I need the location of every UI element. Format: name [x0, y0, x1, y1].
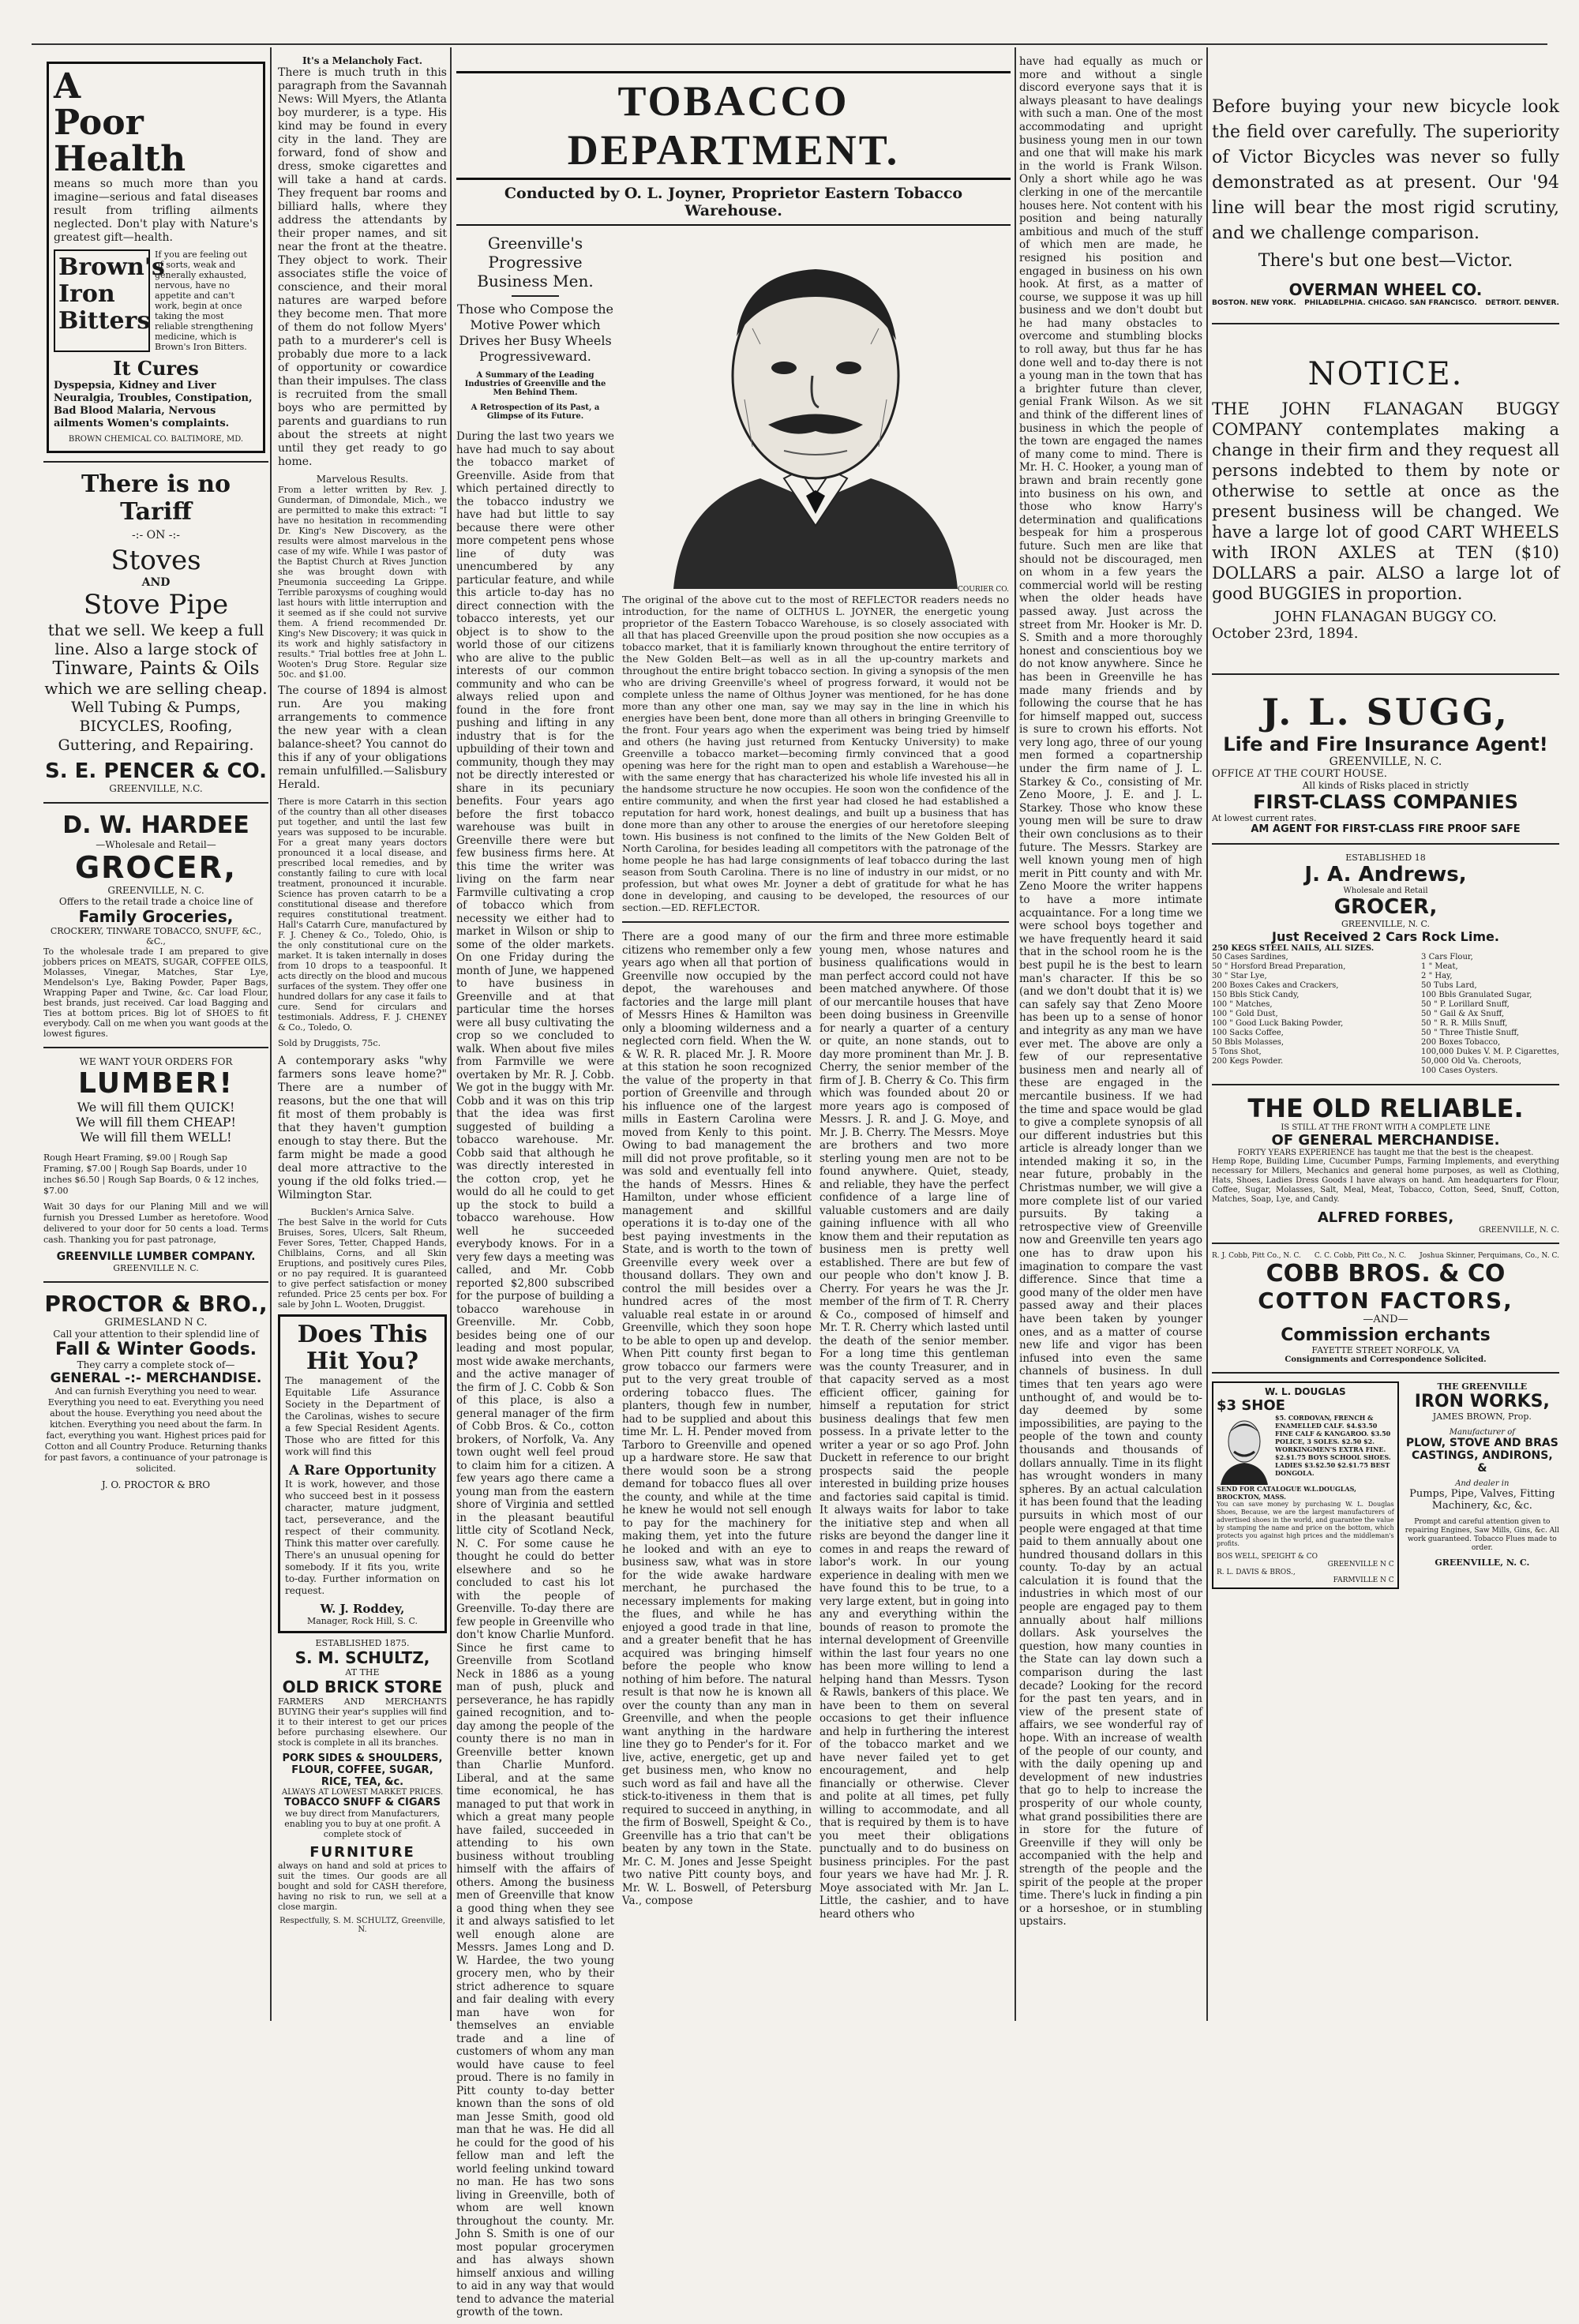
stock-item: 100 " Matches,: [1212, 1000, 1273, 1009]
ironworks-mach: Machinery, &c, &c.: [1431, 1500, 1532, 1512]
hit-headline: Does This: [297, 1321, 428, 1348]
ironworks-pumps: Pumps, Pipe, Valves, Fitting: [1409, 1488, 1555, 1500]
tariff-body: which we are selling cheap.: [44, 679, 268, 698]
stock-item: 100 Sacks Coffee,: [1212, 1029, 1284, 1037]
divider: [1212, 1372, 1559, 1374]
article-subhead: Those who Compose the Motive Power which Drives her Busy Wheels Progressiveward.: [457, 302, 613, 364]
stock-item: 50 " Horsford Bread Preparation,: [1212, 962, 1346, 971]
ironworks-deal: And dealer in: [1455, 1479, 1510, 1488]
lumber-ad: [43, 1056, 268, 1273]
proctor-call: Call your attention to their splendid line of: [53, 1329, 259, 1340]
andrews-place: GREENVILLE, N. C.: [1341, 919, 1431, 929]
hardee-line: CROCKERY, TINWARE TOBACCO, SNUFF, &C., &C.,: [50, 926, 262, 946]
victor-body: Before buying your new bicycle look the field over carefully. The superiority of Victor Bicycles was never so fully demonstrated as at present. Our '94 line will bear the most rigid scrutiny, and we challenge comparison.: [1212, 97, 1559, 243]
column-rule: [1015, 47, 1016, 2021]
sugg-place: GREENVILLE, N. C.: [1329, 755, 1442, 768]
cobb-street: FAYETTE STREET NORFOLK, VA: [1311, 1345, 1460, 1355]
stock-item: 50 " P. Lorillard Snuff,: [1421, 1000, 1510, 1009]
douglas-dealer: GREENVILLE N C: [1327, 1561, 1394, 1569]
stock-item: 200 Boxes Cakes and Crackers,: [1212, 981, 1339, 990]
brand-name: Iron: [58, 280, 115, 308]
proctor-general: GENERAL -:- MERCHANDISE.: [50, 1370, 262, 1386]
divider: [43, 461, 268, 463]
stock-item: 50 Cases Sardines,: [1212, 953, 1288, 961]
tobacco-center: [622, 234, 1009, 2324]
article-body: The best Salve in the world for Cuts Bruises, Sores, Ulcers, Salt Rheum, Fever Sores, Tetter, Chapped Hands, Chilblains, Corns, and all Skin Eruptions, and positively cures Piles, or no pay required. It is guaranteed to give perfect satisfaction or money refunded. Price 25 cents per box. For sale by John L. Wooten, Druggist.: [278, 1217, 447, 1310]
bottom-ads: [1212, 1381, 1559, 1589]
engraver-signature: COURIER CO.: [958, 586, 1009, 594]
hardee-place: GREENVILLE, N. C.: [107, 885, 204, 896]
stock-item: 100 " Gold Dust,: [1212, 1010, 1278, 1018]
schultz-pork: PORK SIDES & SHOULDERS, FLOUR, COFFEE, SUGAR, RICE, TEA, &c.: [282, 1752, 443, 1788]
stock-item: 50 " Gail & Ax Snuff,: [1421, 1010, 1505, 1018]
schultz-ad: [278, 1638, 447, 1934]
ad-body: means so much more than you imagine—serious and fatal diseases result from trifling ailments neglected. Don't play with Nature's greatest gift—health.: [54, 178, 258, 244]
lumber-body: Wait 30 days for our Planing Mill and we will furnish you Dressed Lumber as heretofore. Wood delivered to your door for 50 cents a load. Terms cash. Thanking you for past patronage,: [43, 1201, 268, 1245]
andrews-stock-list: [1212, 953, 1559, 1076]
stock-item: 50 " R. R. Mills Snuff,: [1421, 1019, 1508, 1028]
stock-item: 1 " Meat,: [1421, 962, 1458, 971]
tariff-pipe: Stove Pipe: [83, 589, 229, 620]
lumber-firm: GREENVILLE LUMBER COMPANY.: [56, 1250, 256, 1263]
proctor-sig: J. O. PROCTOR & BRO: [101, 1479, 211, 1490]
ironworks-place: GREENVILLE, N. C.: [1435, 1557, 1530, 1568]
joyner-portrait: [626, 242, 1005, 589]
cobb-name: COBB BROS. & CO: [1266, 1260, 1506, 1288]
notice-sig: JOHN FLANAGAN BUGGY CO.: [1274, 609, 1497, 625]
victor-company: OVERMAN WHEEL CO.: [1288, 280, 1483, 299]
hit-sig: W. J. Roddey,: [320, 1602, 405, 1616]
ironworks-cast: CASTINGS, ANDIRONS, &: [1412, 1449, 1553, 1475]
andrews-wh: Wholesale and Retail: [1343, 886, 1428, 895]
divider: [1212, 1243, 1559, 1244]
tariff-body: Tinware, Paints & Oils: [52, 658, 260, 679]
ironworks-plow: PLOW, STOVE AND BRAS: [1405, 1437, 1558, 1449]
sugg-rates: At lowest current rates.: [1212, 813, 1317, 823]
ironworks-mfr: Manufacturer of: [1449, 1428, 1515, 1437]
andrews-ad: [1212, 853, 1559, 1076]
old-reliable-ad: [1212, 1093, 1559, 1235]
douglas-head: W. L. DOUGLAS: [1264, 1386, 1346, 1397]
douglas-price: $3 SHOE: [1217, 1397, 1285, 1414]
douglas-ad: [1212, 1381, 1399, 1589]
ironworks-the: THE GREENVILLE: [1437, 1381, 1528, 1392]
article-body: Sold by Druggists, 75c.: [278, 1038, 381, 1048]
ironworks-prop: JAMES BROWN, Prop.: [1432, 1411, 1532, 1422]
cobb-comm: Commission erchants: [1281, 1325, 1491, 1345]
cures-title: It Cures: [113, 357, 199, 380]
stock-item: 200 Kegs Powder.: [1212, 1057, 1284, 1066]
divider: [1212, 673, 1559, 675]
tariff-ad: [43, 470, 268, 794]
victor-tag: There's but one best—Victor.: [1258, 251, 1513, 271]
stock-item: 50 " Three Thistle Snuff,: [1421, 1029, 1520, 1037]
ironworks-name: IRON WORKS,: [1414, 1392, 1550, 1411]
cobb-partner: Joshua Skinner, Perquimans, Co., N. C.: [1420, 1252, 1559, 1260]
sugg-line: Life and Fire Insurance Agent!: [1223, 733, 1548, 755]
divider: [1212, 323, 1559, 324]
article-headline: Greenville's Progressive Business Men.: [477, 234, 594, 290]
schultz-name: S. M. SCHULTZ,: [294, 1648, 430, 1667]
hardee-name: D. W. HARDEE: [62, 812, 249, 839]
stock-item: 5 Tons Shot,: [1212, 1048, 1262, 1056]
article-body: There is more Catarrh in this section of the country than all other diseases put together, and until the last few years was supposed to be incurable. For a great many years doctors pronounced it a local disease, and prescribed local remedies, and by constantly failing to cure with local treatment, pronounced it incurable. Science has proven catarrh to be a constitutional disease and therefore requires constitutional treatment. Hall's Catarrh Cure, manufactured by F. J. Cheney & Co., Toledo, Ohio, is the only constitutional cure on the market. It is taken internally in doses from 10 drops to a teaspoonful. It acts directly on the blood and mucous surfaces of the system. They offer one hundred dollars for any case it fails to cure. Send for circulars and testimonials. Address, F. J. CHENEY & Co., Toledo, O.: [278, 797, 447, 1033]
article-subhead: A Retrospection of its Past, a Glimpse of its Future.: [471, 403, 600, 421]
hardee-family: Family Groceries,: [78, 907, 234, 926]
ad-footer: BROWN CHEMICAL CO. BALTIMORE, MD.: [68, 435, 244, 444]
victor-cities: BOSTON. NEW YORK.: [1212, 299, 1296, 307]
proctor-goods: Fall & Winter Goods.: [54, 1340, 257, 1359]
hardee-ad: [43, 812, 268, 1039]
cobb-cons: Consignments and Correspondence Solicited.: [1285, 1355, 1487, 1364]
brand-name: Bitters: [58, 307, 151, 335]
schultz-body: FARMERS AND MERCHANTS BUYING their year's supplies will find it to their interest to get our prices before purchasing elsewhere. Our stock is complete in all its branches.: [278, 1696, 447, 1748]
article-title: It's a Melancholy Fact.: [302, 55, 423, 66]
stock-item: 50 Tubs Lard,: [1421, 981, 1477, 990]
brand-name: Brown's: [58, 253, 165, 281]
stock-item: 200 Boxes Tobacco,: [1421, 1038, 1501, 1047]
notice-ad: [1212, 356, 1559, 642]
divider: [43, 1281, 268, 1283]
article-body: During the last two years we have had much to say about the tobacco market of Greenville. Aside from that which pertained directly to the tobacco industry we have had but little to say because there were other more competent pens whose line of duty was unencumbered by any particular feature, and while this article to-day has no direct connection with the tobacco interests, yet our object is to show to the world those of our citizens who are alive to the public interests of our common community and who can be always relied upon and found in the fore front pushing and lifting in any industry that is for the upbuilding of their town and community, though they may not be directly interested or share in its pecuniary benefits. Four years ago before the first tobacco warehouse was built in Greenville there were but few business firms here. At this time the writer was living on the farm near Farmville cultivating a crop of tobacco which from necessity we either had to market in Wilson or ship to some of the older markets. On one Friday during the month of June, we happened to have business in Greenville and at that particular time the horses were all busy cultivating the crop so we concluded to walk. When about five miles from Farmville we were overtaken by Mr. R. J. Cobb. We got in the buggy with Mr. Cobb and it was on this trip that the idea was first suggested of building a tobacco warehouse. Mr. Cobb said that although he was directly interested in the cotton crop, yet he would do all he could to get up the stock to build a tobacco warehouse. How well he succeeded everybody knows. For in a very few days a meeting was called, and Mr. Cobb reported $2,800 subscribed for the purpose of building a tobacco warehouse in Greenville. Mr. Cobb, besides being one of our leading and most popular, most wide awake merchants, and the active manager of the firm of J. C. Cobb & Son of this place, is also a general manager of the firm of Cobb Bros. & Co., cotton brokers, of Norfolk, Va. Any town ought well feel proud to claim him for a citizen. A few years ago there came a young man from the eastern shore of Virginia and settled in the pleasant beautiful little city of Scotland Neck, N. C. For some cause he thought he could do better elsewhere and so he concluded to cast his lot with the people of Greenville. To-day there are few people in Greenville who don't know Charlie Munford. Since he first came to Greenville from Scotland Neck in 1886 as a young man of push, pluck and perseverance, he has rapidly gained recognition, and to-day among the people of the county there is no man in Greenville better known than Charlie Munford. Liberal, and at the same time economical, he has managed to put that work in which a great many people have failed, succeeded in attending to his own business without troubling himself with the affairs of others. Among the business men of Greenville that know a good thing when they see it and always satisfied to let well enough alone are Messrs. James Long and D. W. Hardee, the two young grocery men, who by their strict adherence to square and fair dealing with every man have won for themselves an enviable trade and a line of customers of whom any man would have cause to feel proud. There is no family in Pitt county to-day better known than the sons of old man Jesse Smith, good old man that he was. He did all he could for the good of his fellow man and left the world feeling unkind toward no man. He has two sons living in Greenville, both of whom are well known throughout the county. Mr. John S. Smith is one of our most popular grocerymen and has always shown himself anxious and willing to aid in any way that would tend to advance the material growth of the town.: [456, 430, 614, 2318]
schultz-lowest: ALWAYS AT LOWEST MARKET PRICES.: [281, 1788, 444, 1797]
portrait-icon: [1217, 1414, 1272, 1485]
proctor-place: GRIMESLAND N C.: [104, 1317, 208, 1329]
brown-iron-bitters-ad: [47, 62, 265, 453]
column-right: [1212, 95, 1559, 2068]
reliable-title: THE OLD RELIABLE.: [1247, 1093, 1524, 1123]
andrews-name: J. A. Andrews,: [1304, 863, 1467, 886]
hardee-body: To the wholesale trade I am prepared to give jobbers prices on MEATS, SUGAR, COFFEE OILS, Molasses, Vinegar, Matches, Star Lye, Mendelson's Lye, Baking Powder, Paper Bags, Wrapping Paper and Twine, &c. Car load Flour, best brands, just received. Car load Bagging and Ties at bottom prices. Big lot of SHOES to fit everybody. Call on me when you want goods at the lowest figures.: [43, 946, 268, 1039]
column-rule: [1206, 47, 1208, 2021]
andrews-rec: Just Received 2 Cars Rock Lime.: [1272, 929, 1499, 944]
article-body: The course of 1894 is almost run. Are you making arrangements to commence the new year with a clean balance-sheet? You cannot do this if any of your obligations remain unfulfilled.—Salisbury Herald.: [278, 684, 447, 791]
lumber-place: GREENVILLE N. C.: [113, 1263, 199, 1273]
cobb-partner: C. C. Cobb, Pitt Co., N. C.: [1314, 1252, 1407, 1260]
article-body: have had equally as much or more and without a single discord everyone says that it is always pleasant to have dealings with such a man. One of the most accommodating and upright business young men in our town and one that will make his mark in the world is Frank Wilson. Only a short while ago he was clerking in one of the mercantile houses here. Not content with his position and being naturally ambitious and much of the stuff of which men are made, he resigned his position and engaged in business on his own hook. At first, as a matter of course, we suppose it was up hill business and we don't doubt but he had many obstacles to overcome and stumbling blocks to roll away, but thus far he has done well and to-day there is not a young man in the town that has a brighter future than clever, genial Frank Wilson. As we sit and think of the different lines of business in which the people of the town are engaged the names of many come to mind. There is Mr. H. C. Hooker, a young man of brawn and brain recently gone into business on his own, and those who know Harry's determination and qualifications bespeak for him a prosperous future. Such men are like that should not be discouraged, men on whom in a few years the commercial world will be resting when the older heads have passed away. Just across the street from Mr. Hooker is Mr. D. S. Smith and a more thoroughly honest and conscientious boy we do not know anywhere. Since he has been in Greenville he has made many friends and by following the course that he has for himself mapped out, success is sure to crown his efforts. Not very long ago, three of our young men formed a copartnership under the firm name of J. L. Starkey & Co., consisting of Mr. Zeno Moore, J. E. and J. L. Starkey. Those who know these young men will be sure to draw their own conclusions as to their future. The Messrs. Starkey are well known young men of high merit in Pitt county and with Mr. Zeno Moore the writer happens to have a more intimate acquaintance. For a long time we were school boys together and we have frequently heard it said that in the school room he is the best pupil he is the best to learn man's character. If this be so (and we don't doubt that it is) we can safely say that Zeno Moore has been up to a sense of honor and integrity as any man we have ever met. The above are only a few of our representative business men and nearly all of these are engaged in the mercantile business. If we had the time and space would be glad to give a complete synopsis of all our different industries but this article is already longer than we intended making it so, in the near future, probably in the Christmas number, we will give a more complete list of our varied pursuits. By taking a retrospective view of Greenville now and Greenville ten years ago one has to draw upon his imagination to compare the vast difference. Since that time a good many of the older men have passed away and their places have been taken by younger ones, and as a matter of course new life and vigor has been infused into even the same channels of business. In dull times that ten years ago were unthought of, and would be to-day deemed by some impossibilities, are paying to the people of the town and county thousands and thousands of dollars annually. Time in its flight has wrought wonders in many spheres. By an actual calculation it has been found that the leading pursuits in which most of our people were engaged at that time paid to them annually about one hundred thousand dollars in this county. To-day by an actual calculation it is found that the industries in which most of our people are engaged pay to them annually about half millions dollars. Ask yourselves the question, how many counties in the State can lay down such a comparison during the last decade? Looking for the record for the past ten years, and in view of the present state of affairs, we see wonderful ray of hope. With an increase of wealth of the people of our county, and with the daily opening up and development of new industries that go to help to increase the prosperity of our whole county, what grand possibilities there are in store for the future of Greenville if they will only be accompanied with the help and strength of the people and the spirit of the people at the proper time. There's luck in finding a pin or a horseshoe, or in stumbling upstairs.: [1019, 55, 1202, 1929]
tariff-place: GREENVILLE, N.C.: [109, 783, 203, 794]
hit-sig: Manager, Rock Hill, S. C.: [306, 1616, 418, 1626]
stock-item: 50 Bbls Molasses,: [1212, 1038, 1285, 1047]
article-body: A contemporary asks "why farmers sons leave home?" There are a number of reasons, but the one that will fit most of them probably is that they haven't gumption enough to stay there. But the farm might be made a good deal more attractive to the young if the old folks tried.—Wilmington Star.: [278, 1055, 447, 1201]
lumber-prices: Rough Heart Framing, $9.00 | Rough Sap Framing, $7.00 | Rough Sap Boards, under 10 inches $6.50 | Rough Sap Boards, 0 & 12 inches, $7.00: [43, 1153, 259, 1196]
reliable-still: IS STILL AT THE FRONT WITH A COMPLETE LINE: [1281, 1123, 1491, 1132]
proctor-body: And can furnish Everything you need to wear. Everything you need to eat. Everything you need about the house. Everything you need about the kitchen. Everything you need about the farm. In fact, everything you want. Highest prices paid for Cotton and all Country Produce. Returning thanks for past favors, a continuance of your patronage is solicited.: [44, 1386, 268, 1474]
divider: [43, 1047, 268, 1048]
divider: [1212, 843, 1559, 845]
lumber-line: We will fill them WELL!: [80, 1130, 232, 1145]
schultz-body: always on hand and sold at prices to suit the times. Our goods are all bought and sold for CASH therefore, having no risk to run, we sell at a close margin.: [278, 1861, 447, 1912]
douglas-addr: SEND FOR CATALOGUE W.L.DOUGLAS, BROCKTON, MASS.: [1217, 1485, 1356, 1501]
cobb-ad: [1212, 1252, 1559, 1364]
reliable-place: GREENVILLE, N. C.: [1479, 1226, 1559, 1235]
tobacco-left-column: [456, 234, 614, 2324]
portrait-engraving-icon: [626, 242, 1005, 589]
lumber-line: We will fill them QUICK!: [77, 1100, 235, 1115]
column-4: [1019, 55, 1202, 2029]
ad-side-text: If you are feeling out of sorts, weak and generally exhausted, nervous, have no appetite and can't work, begin at once taking the most reliable strengthening medicine, which is Brown's Iron Bitters.: [155, 249, 253, 352]
stock-item: 30 " Star Lye,: [1212, 972, 1267, 980]
hit-rare: A Rare Opportunity: [289, 1463, 436, 1479]
article-body: the firm and three more estimable young men, whose natures and business qualifications would in man perfect accord could not have been matched anywhere. Of those of our mercantile houses that have been doing business in Greenville for nearly a quarter of a century or quite, an none stands, out to day more prominent than Mr. J. B. Cherry, the senior member of the firm of J. B. Cherry & Co. This firm which was founded about 20 or more years ago is composed of Messrs. J. R. and J. G. Moye, and Mr. J. B. Cherry. The Messrs. Moye are brothers and two more sterling young men are not to be found anywhere. Quiet, steady, and reliable, they have the perfect confidence of a large line of valuable customers and are daily gaining influence with all who know them and their reputation as business men is pretty well established. There are but few of our people who don't know J. B. Cherry. For years he was the Jr. member of the firm of T. R. Cherry & Co., composed of himself and Mr. T. R. Cherry which lasted until the death of the senior member. For a long time this gentleman was the county Treasurer, and in that capacity served as a most efficient officer, gaining for himself a reputation for strict business dealings that few men possess. In a private letter to the writer a year or so ago Prof. John Duckett in reference to our bright prospects said the people interested in building prize houses and factories said capital is timid. It always waits for labor to take the initiative step and when all risks are beyond the danger line it comes in and reaps the reward of labor's work. In our young experience in dealing with men we have found this to be true, to a very large extent, but in going into any and everything within the bounds of reason to promote the internal development of Greenville within the last four years no one has been more willing to lend a helping hand than Messrs. Tyson & Rawls, bankers of this place. We have been to them on several occasions to get their influence and help in furthering the interest of the tobacco market and we have never failed yet to get encouragement, and help financially or otherwise. Clever and polite at all times, pet fully willing to accommodate, and all that is required by them is to have you meet their obligations punctually and to do business on business principles. For the past four years we have had Mr. J. R. Moye associated with Mr. Jan L. Little, the cashier, and to have heard others who: [820, 931, 1009, 1921]
notice-date: October 23rd, 1894.: [1212, 625, 1359, 642]
stock-item: 150 Bbls Stick Candy,: [1212, 991, 1300, 999]
tariff-firm: S. E. PENCER & CO.: [44, 759, 268, 783]
andrews-kegs: 250 KEGS STEEL NAILS, ALL SIZES.: [1212, 944, 1375, 953]
reliable-of: OF GENERAL MERCHANDISE.: [1271, 1132, 1500, 1149]
douglas-dealer: BOS WELL, SPEIGHT & CO: [1217, 1553, 1318, 1561]
reliable-body: Hemp Rope, Building Lime, Cucumber Pumps, Farming Implements, and everything necessary for Millers, Mechanics and general home purposes, as well as Clothing, Hats, Shoes, Ladies Dress Goods I have always on hand. Am headquarters for Flour, Coffee, Sugar, Molasses, Salt, Meal, Meat, Tobacco, Cotton, Seed, Snuff, Cotton, Matches, Soap, Lye, and Candy.: [1212, 1157, 1559, 1204]
column-2: [278, 55, 447, 2029]
equitable-ad: [278, 1314, 447, 1633]
douglas-body: You can save money by purchasing W. L. Douglas Shoes, Because, we are the largest manufacturers of advertised shoes in the world, and guarantee the value by stamping the name and price on the bottom, which protects you against high prices and the middleman's profits.: [1217, 1501, 1394, 1547]
douglas-list: $5. CORDOVAN, FRENCH & ENAMELLED CALF. $4.$3.50 FINE CALF & KANGAROO. $3.50 POLICE, 3 SOLES. $2.50 $2. WORKINGMEN'S EXTRA FINE. $2.$1.75 BOYS SCHOOL SHOES. LADIES $3.$2.50 $2.$1.75 BEST DONGOLA.: [1275, 1414, 1391, 1477]
victor-cities: DETROIT. DENVER.: [1485, 299, 1559, 307]
article-body: From a letter written by Rev. J. Gunderman, of Dimondale, Mich., we are permitted to make this extract: "I have no hesitation in recommending Dr. King's New Discovery, as the results were almost marvelous in the case of my wife. While I was pastor of the Baptist Church at Rives Junction she was brought down with Pneumonia succeeding La Grippe. Terrible paroxysms of coughing would last hours with little interruption and it seemed as if she could not survive them. A friend recommended Dr. King's New Discovery; it was quick in its work and highly satisfactory in results." Trial bottles free at John L. Wooten's Drug Store. Regular size 50c. and $1.00.: [278, 485, 447, 680]
lumber-pre: WE WANT YOUR ORDERS FOR: [79, 1056, 233, 1067]
tariff-and: AND: [141, 576, 171, 589]
column-rule: [450, 47, 452, 2021]
divider: [1212, 1084, 1559, 1085]
tariff-headline: There is no Tariff: [81, 470, 231, 526]
iron-works-ad: [1405, 1381, 1559, 1589]
schultz-at: AT THE: [345, 1667, 380, 1677]
tariff-on: -:- ON -:-: [132, 529, 180, 542]
lumber-line: We will fill them CHEAP!: [76, 1115, 236, 1130]
hit-body: It is work, however, and those who succeed best in it possess character, mature judgment, tact, perseverance, and the respect of their community. Think this matter over carefully. There's an unusual opening for somebody. If it fits you, write to-day. Further information on request.: [285, 1479, 440, 1596]
douglas-dealer: R. L. DAVIS & BROS.,: [1217, 1569, 1296, 1576]
stock-item: 100 " Good Luck Baking Powder,: [1212, 1019, 1344, 1028]
cures-list: Dyspepsia, Kidney and Liver Neuralgia, Troubles, Constipation, Bad Blood Malaria, Nervous ailments Women's complaints.: [54, 380, 253, 429]
tariff-body: that we sell. We keep a full line. Also a large stock of: [47, 620, 264, 658]
article-body: There are a good many of our citizens who remember only a few years ago when all that portion of Greenville now occupied by the depot, the warehouses and factories and the large mill plant of Messrs Hines & Hamilton was only a blooming wilderness and a neglected corn field. When the W. & W. R. R. placed Mr. J. R. Moore at this station he soon recognized the value of the property in that portion of Greenville and through his influence one of the largest mills in Eastern Carolina were moved from Kenly to this point. Owing to bad management the mill did not prove profitable, so it was sold and eventually fell into the hands of Messrs. Hines & Hamilton, under whose efficient management and skillful operations it is to-day one of the best paying investments in the State, and is worth to the town of Greenville every week over a thousand dollars. They own and control the mill besides over a hundred acres of the most valuable real estate in or around Greenville, which they soon hope to be able to open up and develop. When Pitt county first began to grow tobacco our farmers were put to the very great trouble of ordering tobacco flues. The planters, though few in number, had to be supplied and about this time Mr. L. H. Pender moved from Tarboro to Greenville and opened up a hardware store. He saw that there would soon be a strong demand for tobacco flues all over the county, and while at the time he knew he would not sell enough to pay for the machinery for making them, yet into the future he looked and with an eye to business saw, what was in store for the wide awake hardware merchant, he purchased the necessary implements for making the flues, and while he has enjoyed a good trade in that line, and a greater benefit that he has acquired was bringing himself before the people who know nothing of him before. The natural result is that now he is known all over the county than any man in Greenville, and when the people want anything in the hardware line they go to Pender's for it. For live, active, energetic, get up and get business men, who know no such word as fail and have all the stick-to-itiveness in them that is required to succeed in anything, in the firm of Boswell, Speight & Co., Greenville has a trio that can't be beaten by any town in the State. Mr. C. M. Jones and Jesse Speight two native Pitt county boys, and Mr. W. L. Boswell, of Petersburg Va., compose: [622, 931, 812, 1907]
stock-item: 100 Bbls Granulated Sugar,: [1421, 991, 1532, 999]
hit-body: The management of the Equitable Life Assurance Society in the Department of the Carolinas, wishes to secure a few Special Resident Agents. Those who are fitted for this work will find this: [285, 1375, 440, 1457]
hardee-grocer: GROCER,: [74, 850, 237, 885]
andrews-grocer: GROCER,: [1333, 895, 1438, 919]
section-title: TOBACCO DEPARTMENT.: [456, 71, 1011, 180]
stock-item: 2 " Hay,: [1421, 972, 1453, 980]
tariff-body: Well Tubing & Pumps, BICYCLES, Roofing, Guttering, and Repairing.: [58, 699, 254, 754]
tobacco-department: [456, 71, 1011, 2318]
ad-headline: A Poor Health: [54, 66, 186, 179]
stock-item: 3 Cars Flour,: [1421, 953, 1473, 961]
article-body: There is much truth in this paragraph from the Savannah News: Will Myers, the Atlanta boy murderer, is a type. His kind may be found in every city in the land. They are forward, fond of show and dress, smoke cigarettes and will take a hand at cards. They frequent bar rooms and billiard halls, where they address the attendants by their proper names, and sit near the front at the theatre. They object to work. Their associates stifle the voice of conscience, and their moral natures are warped before they become men. That more of them do not follow Myers' path to a murderer's cell is probably due more to a lack of opportunity or cowardice than their impulses. The class is recruited from the small boys who are permitted by parents and guardians to run about the streets at night until they get ready to go home.: [278, 66, 447, 468]
divider: [43, 802, 268, 804]
hardee-sub: —Wholesale and Retail—: [96, 839, 216, 850]
andrews-est: ESTABLISHED 18: [1345, 853, 1426, 863]
divider: [512, 295, 559, 297]
douglas-dealer: FARMVILLE N C: [1333, 1576, 1394, 1584]
stock-item: 100,000 Dukes V. M. P. Cigarettes,: [1421, 1048, 1559, 1056]
reliable-sig: ALFRED FORBES,: [1317, 1209, 1454, 1226]
hit-headline: Hit You?: [306, 1348, 419, 1375]
proctor-name: PROCTOR & BRO.,: [44, 1291, 268, 1317]
cobb-partner: R. J. Cobb, Pitt Co., N. C.: [1212, 1252, 1301, 1260]
cobb-and: —AND—: [1363, 1314, 1408, 1325]
sugg-agent: AM AGENT FOR FIRST-CLASS FIRE PROOF SAFE: [1251, 823, 1521, 835]
sugg-first: FIRST-CLASS COMPANIES: [1253, 791, 1518, 813]
reliable-forty: FORTY YEARS EXPERIENCE has taught me that the best is the cheapest.: [1237, 1149, 1534, 1157]
portrait-caption: The original of the above cut to the most of REFLECTOR readers needs no introduction, for the name of OLTHUS L. JOYNER, the energetic young proprietor of the Eastern Tobacco Warehouse, is so closely associated with all that has placed Greenville upon the proud position she now occupies as a tobacco market, that it is familiarly known throughout the entire territory of the New Golden Belt—as well as in all the up-country markets and throughout the entire bright tobacco section. In giving a synopsis of the men who are driving Greenville's wheel of progress forward, it would not be complete unless the name of Olthus Joyner was mentioned, for he has done more than any other one man, say we may say in the line in which his energies have been bent, done more than all others in bringing Greenville to the front. Four years ago when the experiment was being tried by himself and others (he having just returned from Kentucky University) to make Greenville a tobacco market—becoming firmly convinced that a good opening was here for the right man to open and establish a Warehouse—he with the same energy that has characterized his whole life invested his all in the handsome structure he now occupies. He soon won the confidence of the entire community, and when the first year had closed he had established a reputation for hard work, honest dealings, and built up a business that has done more than any other to arouse the energies of our heretofore sleeping town. His business is not confined to the limits of the New Golden Belt of North Carolina, for besides leading all competitors with the patronage of the home people he has had large consignments of leaf tobacco during the last season from South Carolina. There is no line of industry in our midst, or no profession, but what owes Mr. Joyner a debt of gratitude for what he has done in developing, and causing to be developed, the resources of our section.—ED. REFLECTOR.: [622, 594, 1009, 913]
brand-box: [54, 249, 165, 352]
article-subhead: A Summary of the Leading Industries of Greenville and the Men Behind Them.: [464, 371, 606, 397]
stock-item: 50,000 Old Va. Cheroots,: [1421, 1057, 1521, 1066]
schultz-sig: Respectfully, S. M. SCHULTZ, Greenville, N.: [279, 1917, 445, 1934]
andrews-stock-left: [1212, 953, 1345, 1076]
column-rule: [270, 47, 272, 2021]
schultz-tobacco: TOBACCO SNUFF & CIGARS: [284, 1797, 441, 1809]
article-title: Bucklen's Arnica Salve.: [310, 1207, 414, 1217]
tariff-stoves: Stoves: [111, 545, 201, 576]
cobb-cotton: COTTON FACTORS,: [1258, 1288, 1513, 1314]
andrews-stock-right: [1421, 953, 1559, 1076]
stock-item: 100 Cases Oysters.: [1421, 1066, 1498, 1075]
sugg-risks: All kinds of Risks placed in strictly: [1302, 780, 1469, 791]
victor-ad: [1212, 95, 1559, 307]
divider: [622, 921, 1009, 923]
schultz-est: ESTABLISHED 1875.: [315, 1638, 410, 1648]
article-title: Marvelous Results.: [316, 474, 409, 485]
ironworks-body: Prompt and careful attention given to repairing Engines, Saw Mills, Gins, &c. All work guaranteed. Tobacco Flues made to order.: [1405, 1518, 1559, 1552]
section-subtitle: Conducted by O. L. Joyner, Proprietor Eastern Tobacco Warehouse.: [456, 180, 1011, 226]
page-top-rule: [32, 43, 1547, 45]
column-1: [43, 55, 268, 2029]
sugg-office: OFFICE AT THE COURT HOUSE.: [1212, 768, 1387, 780]
proctor-carry: They carry a complete stock of—: [77, 1359, 235, 1370]
hardee-offers: Offers to the retail trade a choice line of: [58, 896, 253, 907]
proctor-ad: [43, 1291, 268, 1490]
lumber-head: LUMBER!: [78, 1067, 234, 1100]
schultz-furniture: FURNITURE: [309, 1844, 415, 1861]
victor-cities: PHILADELPHIA. CHICAGO. SAN FRANCISCO.: [1304, 299, 1477, 307]
sugg-name: J. L. SUGG,: [1262, 691, 1510, 733]
notice-body: THE JOHN FLANAGAN BUGGY COMPANY contemplates making a change in their firm and they request all persons indebted to them by note or otherwise to settle at once as the present business will be changed. We have a large lot of good CART WHEELS with IRON AXLES at TEN ($10) DOLLARS a pair. ALSO a large lot of good BUGGIES in proportion.: [1212, 399, 1559, 603]
sugg-ad: [1212, 691, 1559, 835]
schultz-body: we buy direct from Manufacturers, enabling you to buy at one profit. A complete stock of: [284, 1809, 441, 1839]
notice-title: NOTICE.: [1307, 356, 1464, 392]
schultz-store: OLD BRICK STORE: [282, 1677, 443, 1696]
